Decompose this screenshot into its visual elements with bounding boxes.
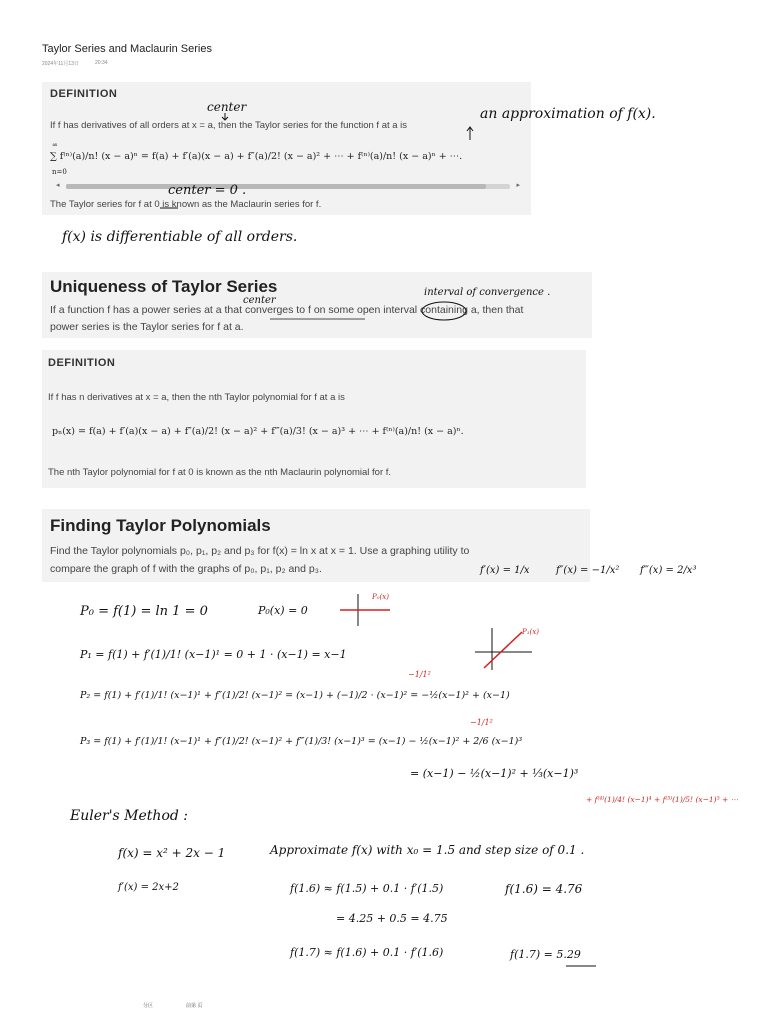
euler-task: Approximate f(x) with x₀ = 1.5 and step size of 0.1 . xyxy=(270,843,585,857)
scroll-right-icon[interactable]: ▸ xyxy=(516,182,520,189)
taylor-polynomial-formula: pₙ(x) = f(a) + f′(a)(x − a) + f″(a)/2! (x − a)² + f‴(a)/3! (x − a)³ + ⋯ + f⁽ⁿ⁾(a)/n! (x − a)ⁿ. xyxy=(52,426,464,437)
footer-section[interactable]: 分区 xyxy=(143,1003,154,1009)
euler-step-1: f(1.6) ≈ f(1.5) + 0.1 · f′(1.5) xyxy=(290,882,444,895)
note-red-p2: −1/1² xyxy=(408,670,431,679)
note-third-derivative: f‴(x) = 2/x³ xyxy=(640,565,697,576)
note-red-p3: −1/1² xyxy=(470,718,493,727)
note-differentiable: f(x) is differentiable of all orders. xyxy=(62,229,298,245)
note-first-derivative: f′(x) = 1/x xyxy=(480,565,530,576)
note-center: center xyxy=(207,100,247,114)
example-line-2: compare the graph of f with the graphs of p₀, p₁, p₂ and p₃. xyxy=(50,563,322,575)
note-interval-of-convergence: interval of convergence . xyxy=(424,287,551,298)
euler-step-2: = 4.25 + 0.5 = 4.75 xyxy=(336,912,448,925)
page-time: 20:34 xyxy=(95,60,108,66)
page-date: 2024年11月13日 xyxy=(42,61,79,67)
euler-step-3-result: f(1.7) = 5.29 xyxy=(510,948,581,961)
note-approximation: an approximation of f(x). xyxy=(480,106,656,122)
taylor-series-formula: ∑ f⁽ⁿ⁾(a)/n! (x − a)ⁿ = f(a) + f′(a)(x − a) + f″(a)/2! (x − a)² + ⋯ + f⁽ⁿ⁾(a)/n! (x − a)ⁿ + ⋯. xyxy=(50,151,463,162)
scroll-left-icon[interactable]: ◂ xyxy=(56,182,60,189)
euler-step-1-result: f(1.6) = 4.76 xyxy=(505,882,583,896)
note-p0: P₀ = f(1) = ln 1 = 0 xyxy=(80,604,208,619)
uniqueness-line-1: If a function f has a power series at a that converges to f on some open interval containing a, then that xyxy=(50,304,524,316)
graph-p1-label: P₁(x) xyxy=(522,628,539,636)
note-p1: P₁ = f(1) + f′(1)/1! (x−1)¹ = 0 + 1 · (x−1) = x−1 xyxy=(80,648,347,661)
euler-step-3: f(1.7) ≈ f(1.6) + 0.1 · f′(1.6) xyxy=(290,946,444,959)
euler-title: Euler's Method : xyxy=(70,808,188,824)
euler-function: f(x) = x² + 2x − 1 xyxy=(118,846,226,860)
def1-annotation-marks xyxy=(0,0,768,260)
note-red-higher-terms: + f⁽⁴⁾(1)/4! (x−1)⁴ + f⁽⁵⁾(1)/5! (x−1)⁵ + ⋯ xyxy=(586,795,739,804)
note-p2: P₂ = f(1) + f′(1)/1! (x−1)¹ + f″(1)/2! (x−1)² = (x−1) + (−1)/2 · (x−1)² = −½(x−1)² + (x−1) xyxy=(80,690,510,701)
definition-2-intro: If f has n derivatives at x = a, then the nth Taylor polynomial for f at a is xyxy=(48,392,345,403)
note-p3: P₃ = f(1) + f′(1)/1! (x−1)¹ + f″(1)/2! (x−1)² + f‴(1)/3! (x−1)³ = (x−1) − ½(x−1)² + 2/6 (x−1)³ xyxy=(80,736,523,747)
example-line-1: Find the Taylor polynomials p₀, p₁, p₂ and p₃ for f(x) = ln x at x = 1. Use a graphing utility to xyxy=(50,545,470,557)
sum-upper-limit: ∞ xyxy=(52,141,58,149)
uniqueness-line-2: power series is the Taylor series for f at a. xyxy=(50,321,244,333)
graph-p0-label: P₀(x) xyxy=(372,593,389,601)
sum-lower-limit: n=0 xyxy=(52,168,67,176)
uniqueness-heading: Uniqueness of Taylor Series xyxy=(50,277,278,296)
note-p0-of-x: P₀(x) = 0 xyxy=(258,604,308,617)
maclaurin-series-note: The Taylor series for f at 0 is known as the Maclaurin series for f. xyxy=(50,199,322,210)
euler-derivative: f′(x) = 2x+2 xyxy=(118,882,179,893)
note-center-2: center xyxy=(243,295,276,306)
note-center-zero: center = 0 . xyxy=(168,183,247,198)
definition-heading: DEFINITION xyxy=(50,88,118,100)
euler-result-underline xyxy=(0,940,768,980)
footer-page[interactable]: 前第 页 xyxy=(186,1003,203,1009)
maclaurin-polynomial-note: The nth Taylor polynomial for f at 0 is known as the nth Maclaurin polynomial for f. xyxy=(48,467,392,478)
note-p3-result: = (x−1) − ½(x−1)² + ⅓(x−1)³ xyxy=(410,767,579,780)
note-second-derivative: f″(x) = −1/x² xyxy=(556,565,620,576)
definition-intro: If f has derivatives of all orders at x = a, then the Taylor series for the function f at a is xyxy=(50,120,408,131)
uniqueness-annotation-marks xyxy=(0,260,768,360)
definition-heading-2: DEFINITION xyxy=(48,357,116,369)
page-title: Taylor Series and Maclaurin Series xyxy=(42,43,212,55)
example-heading: Finding Taylor Polynomials xyxy=(50,516,271,535)
